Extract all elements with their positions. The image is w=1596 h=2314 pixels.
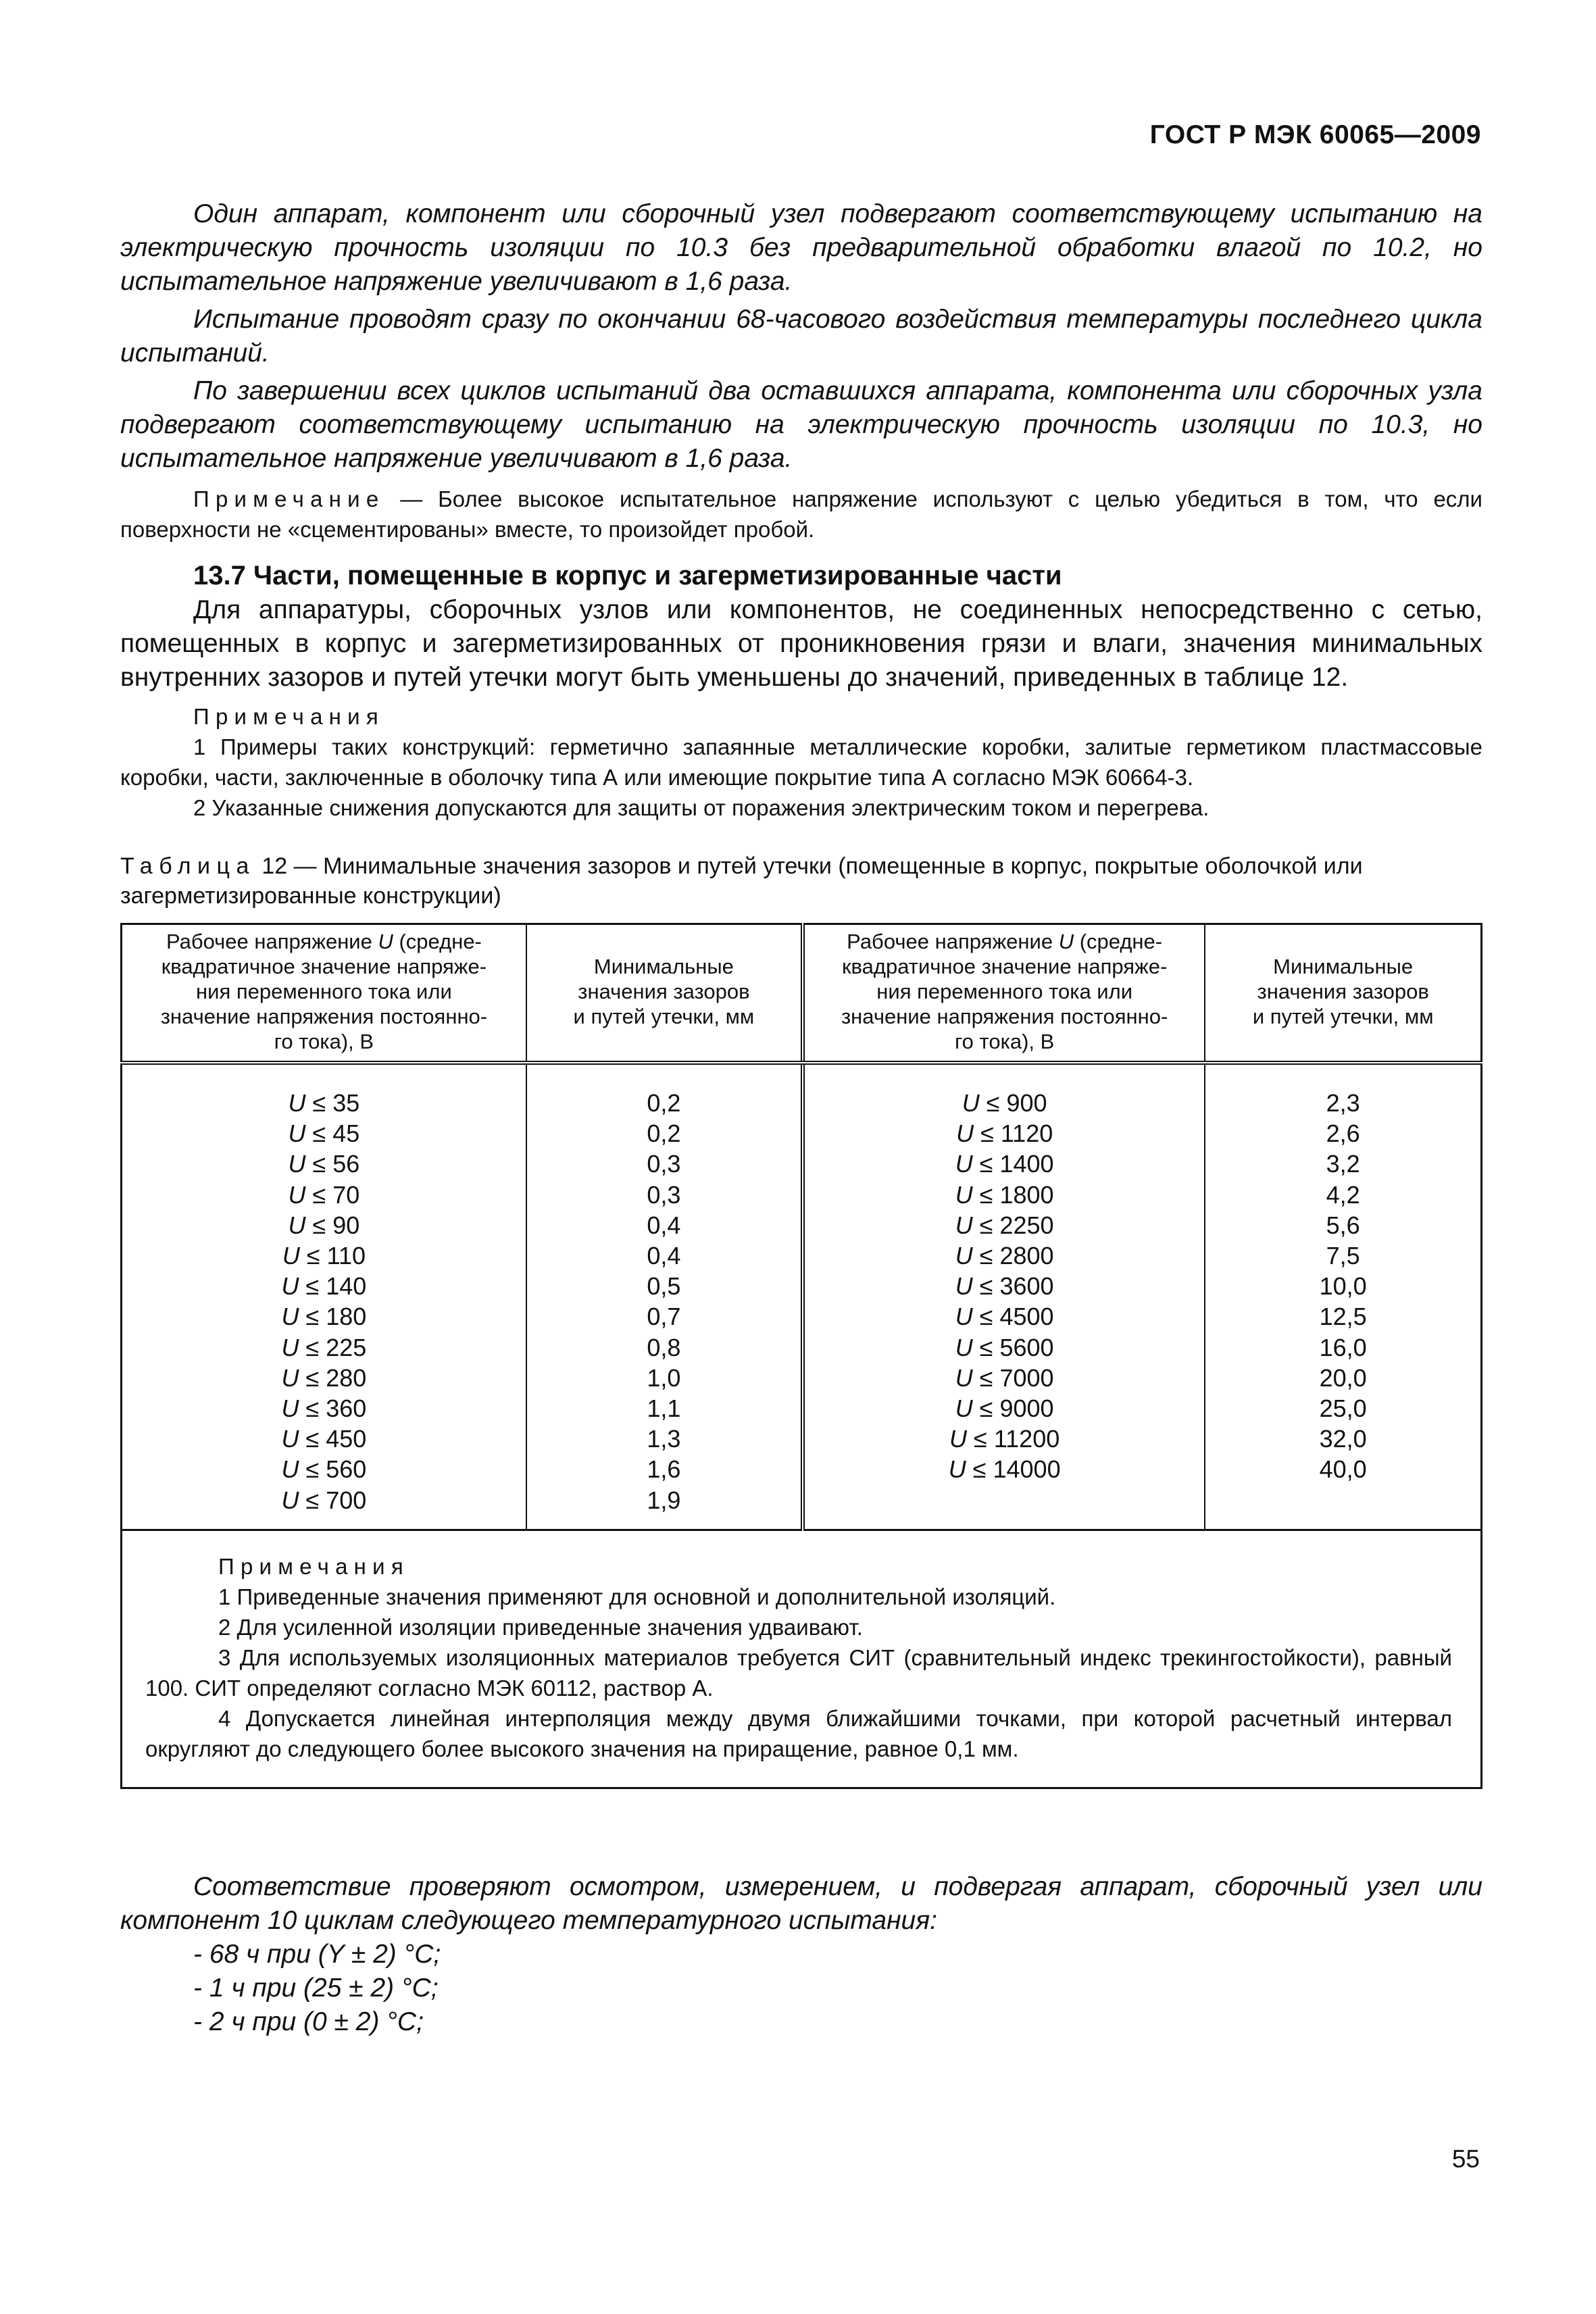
voltage-symbol: U	[288, 1211, 306, 1239]
voltage-value: U ≤ 560	[281, 1455, 367, 1484]
test-cycle-item: - 1 ч при (25 ± 2) °С;	[193, 1973, 439, 2003]
note-item: 2 Указанные снижения допускаются для защиты от поражения электрическим током и перегрева.	[193, 795, 1210, 820]
section-title: 13.7 Части, помещенные в корпус и загерметизированные части	[193, 561, 1062, 590]
voltage-value: U ≤ 110	[282, 1242, 366, 1270]
voltage-symbol: U	[288, 1120, 306, 1148]
clearance-value: 4,2	[1326, 1180, 1360, 1209]
voltage-symbol: U	[955, 1394, 973, 1423]
voltage-symbol: U	[948, 1455, 966, 1484]
clearance-value: 7,5	[1326, 1242, 1360, 1270]
voltage-value: U ≤ 450	[281, 1425, 367, 1453]
voltage-value: U ≤ 90	[288, 1211, 360, 1239]
clearance-value: 0,4	[647, 1211, 681, 1239]
voltage-symbol: U	[282, 1242, 300, 1270]
voltage-symbol: U	[955, 1303, 973, 1331]
voltage-symbol: U	[962, 1089, 980, 1117]
table-note: 1 Приведенные значения применяют для основной и дополнительной изоляций.	[218, 1584, 1056, 1609]
clearance-value: 0,3	[647, 1150, 681, 1178]
table-notes-row	[122, 1530, 1482, 1788]
voltage-symbol: U	[288, 1089, 306, 1117]
header-clearance: Минимальные значения зазоров и путей утечки, мм	[526, 924, 803, 1063]
clearance-value: 32,0	[1319, 1425, 1367, 1453]
clearance-column	[1205, 1063, 1481, 1530]
test-cycle-item: - 2 ч при (0 ± 2) °С;	[193, 2007, 424, 2036]
voltage-symbol: U	[281, 1363, 299, 1392]
voltage-column	[803, 1063, 1205, 1530]
header-voltage: Рабочее напряжение U (средне- квадратичное значение напряже- ния переменного тока или значение напряжения постоянно- го тока), В	[122, 924, 526, 1063]
voltage-value: U ≤ 1800	[955, 1180, 1054, 1209]
voltage-symbol: U	[281, 1333, 299, 1361]
voltage-value: U ≤ 225	[281, 1333, 367, 1361]
voltage-value: U ≤ 5600	[955, 1333, 1054, 1361]
test-cycle-item: - 68 ч при (Y ± 2) °С;	[193, 1939, 441, 1969]
voltage-value: U ≤ 1400	[955, 1150, 1054, 1178]
voltage-value: U ≤ 14000	[948, 1455, 1061, 1484]
note-text: — Более высокое испытательное напряжение используют с целью убедиться в том, что если поверхности не «сцементированы» вместе, то произойдет пробой.	[120, 486, 1482, 542]
voltage-symbol: U	[955, 1363, 973, 1392]
paragraph: Один аппарат, компонент или сборочный узел подвергают соответствующему испытанию на электрическую прочность изоляции по 10.3 без предварительной обработки влагой по 10.2, но испытательное напряжение увеличивают в 1,6 раза.	[120, 199, 1482, 296]
voltage-value: U ≤ 3600	[955, 1272, 1054, 1301]
voltage-symbol: U	[955, 1333, 973, 1361]
voltage-value: U ≤ 70	[288, 1180, 360, 1209]
clearance-value: 0,4	[647, 1242, 681, 1270]
clearance-value: 1,1	[647, 1394, 681, 1423]
voltage-symbol: U	[956, 1120, 974, 1148]
voltage-value: U ≤ 2250	[955, 1211, 1054, 1239]
table-notes	[122, 1530, 1482, 1788]
voltage-value: U ≤ 360	[281, 1394, 367, 1423]
table-caption	[120, 851, 1482, 911]
clearance-value: 1,6	[647, 1455, 681, 1484]
voltage-symbol: U	[955, 1211, 973, 1239]
voltage-symbol: U	[281, 1425, 299, 1453]
clearance-value: 0,2	[647, 1089, 681, 1117]
voltage-value: U ≤ 4500	[955, 1303, 1054, 1331]
notes-label: Примечания	[193, 704, 384, 729]
voltage-symbol: U	[281, 1394, 299, 1423]
voltage-symbol: U	[955, 1180, 973, 1209]
clearance-value: 40,0	[1319, 1455, 1367, 1484]
table-note: 3 Для используемых изоляционных материалов требуется СИТ (сравнительный индекс трекингостойкости), равный 100. СИТ определяют согласно МЭК 60112, раствор А.	[145, 1644, 1452, 1701]
clearance-value: 10,0	[1319, 1272, 1367, 1301]
table-caption-label: Таблица	[120, 853, 255, 879]
table-header-row	[122, 924, 1482, 1063]
clearance-value: 25,0	[1319, 1394, 1367, 1423]
voltage-value: U ≤ 9000	[955, 1394, 1054, 1423]
section-body: Для аппаратуры, сборочных узлов или компонентов, не соединенных непосредственно с сетью, помещенных в корпус и загерметизированных от проникновения грязи и влаги, значения минимальных внутренних зазоров и путей утечки могут быть уменьшены до значений, приведенных в таблице 12.	[120, 595, 1482, 692]
page-number: 55	[1451, 2145, 1480, 2173]
voltage-symbol: U	[949, 1425, 968, 1453]
voltage-value: U ≤ 140	[281, 1272, 367, 1301]
paragraph: По завершении всех циклов испытаний два оставшихся аппарата, компонента или сборочных узла подвергают соответствующему испытанию на электрическую прочность изоляции по 10.3, но испытательное напряжение увеличивают в 1,6 раза.	[120, 376, 1482, 473]
paragraph: Испытание проводят сразу по окончании 68-часового воздействия температуры последнего цикла испытаний.	[120, 305, 1482, 368]
conformity-paragraph: Соответствие проверяют осмотром, измерением, и подвергая аппарат, сборочный узел или компонент 10 циклам следующего температурного испытания:	[120, 1871, 1482, 1935]
voltage-value: U ≤ 11200	[949, 1425, 1060, 1453]
note-label: Примечание	[193, 486, 385, 511]
clearance-column	[526, 1063, 803, 1530]
clearance-value: 16,0	[1319, 1333, 1367, 1361]
clearance-value: 2,6	[1326, 1120, 1360, 1148]
voltage-symbol: U	[281, 1455, 299, 1484]
voltage-symbol: U	[955, 1242, 973, 1270]
table-caption-text: 12 — Минимальные значения зазоров и путей утечки (помещенные в корпус, покрытые оболочкой или загерметизированные конструкции)	[120, 853, 1363, 909]
clearance-value: 0,8	[647, 1333, 681, 1361]
clearance-value: 1,9	[647, 1486, 681, 1514]
clearance-value: 0,2	[647, 1120, 681, 1148]
clearance-value: 1,3	[647, 1425, 681, 1453]
note	[120, 484, 1482, 545]
page-content	[120, 197, 1482, 2039]
clearance-value: 0,5	[647, 1272, 681, 1301]
clearance-value: 20,0	[1319, 1363, 1367, 1392]
voltage-value: U ≤ 2800	[955, 1242, 1054, 1270]
header-clearance: Минимальные значения зазоров и путей утечки, мм	[1205, 924, 1481, 1063]
clearance-value: 2,3	[1326, 1089, 1360, 1117]
voltage-value: U ≤ 280	[281, 1363, 367, 1392]
voltage-value: U ≤ 45	[288, 1120, 360, 1148]
voltage-symbol: U	[281, 1272, 299, 1301]
clearance-value: 0,7	[647, 1303, 681, 1331]
voltage-symbol: U	[281, 1303, 299, 1331]
header-voltage: Рабочее напряжение U (средне- квадратичное значение напряже- ния переменного тока или значение напряжения постоянно- го тока), В	[803, 924, 1205, 1063]
voltage-value: U ≤ 56	[288, 1150, 360, 1178]
clearance-value: 12,5	[1319, 1303, 1367, 1331]
voltage-symbol: U	[955, 1150, 973, 1178]
note-item: 1 Примеры таких конструкций: герметично запаянные металлические коробки, залитые герметиком пластмассовые коробки, части, заключенные в оболочку типа А или имеющие покрытие типа А согласно МЭК 60664-3.	[120, 734, 1482, 790]
clearance-value: 5,6	[1326, 1211, 1360, 1239]
table-notes-label: Примечания	[218, 1553, 409, 1579]
voltage-value: U ≤ 1120	[956, 1120, 1053, 1148]
table-note: 2 Для усиленной изоляции приведенные значения удваивают.	[218, 1614, 863, 1640]
clearance-value: 0,3	[647, 1180, 681, 1209]
clearance-value: 1,0	[647, 1363, 681, 1392]
voltage-column	[122, 1063, 526, 1530]
voltage-symbol: U	[281, 1486, 299, 1514]
table-values-row	[122, 1063, 1482, 1530]
clearance-value: 3,2	[1326, 1150, 1360, 1178]
voltage-value: U ≤ 900	[962, 1089, 1047, 1117]
voltage-symbol: U	[288, 1180, 306, 1209]
voltage-value: U ≤ 35	[288, 1089, 360, 1117]
voltage-symbol: U	[288, 1150, 306, 1178]
voltage-value: U ≤ 180	[281, 1303, 367, 1331]
voltage-value: U ≤ 700	[281, 1486, 367, 1514]
clearance-table	[120, 923, 1482, 1789]
document-header: ГОСТ Р МЭК 60065—2009	[1149, 120, 1481, 149]
table-note: 4 Допускается линейная интерполяция между двумя ближайшими точками, при которой расчетный интервал округляют до следующего более высокого значения на приращение, равное 0,1 мм.	[145, 1705, 1452, 1761]
voltage-value: U ≤ 7000	[955, 1363, 1054, 1392]
voltage-symbol: U	[955, 1272, 973, 1301]
